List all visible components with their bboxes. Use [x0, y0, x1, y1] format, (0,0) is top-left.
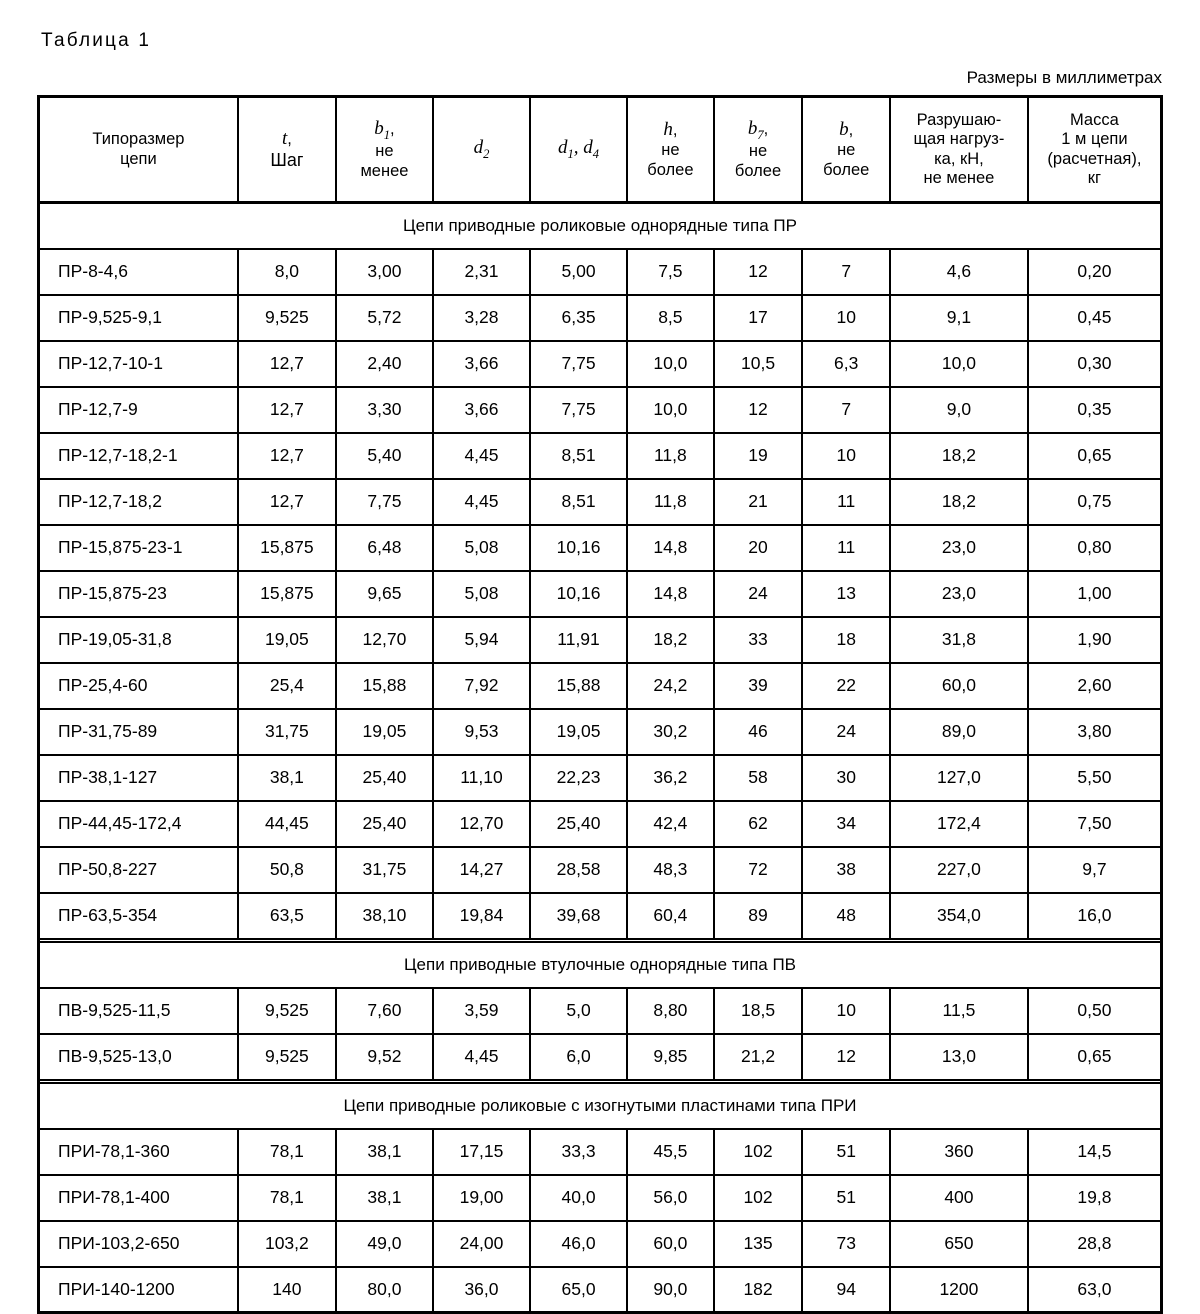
cell-b1: 3,30 [336, 387, 433, 433]
cell-load: 1200 [890, 1267, 1028, 1313]
cell-name: ПР-9,525-9,1 [39, 295, 238, 341]
cell-d1d4: 22,23 [530, 755, 627, 801]
cell-t: 38,1 [238, 755, 336, 801]
cell-b: 7 [802, 249, 890, 295]
table-row [39, 617, 1162, 663]
cell-b1: 80,0 [336, 1267, 433, 1313]
cell-d2: 3,59 [433, 988, 530, 1034]
cell-b: 94 [802, 1267, 890, 1313]
cell-b7: 20 [714, 525, 803, 571]
cell-d1d4: 5,0 [530, 988, 627, 1034]
cell-b: 11 [802, 525, 890, 571]
cell-d1d4: 28,58 [530, 847, 627, 893]
cell-b1: 9,52 [336, 1034, 433, 1080]
cell-load: 89,0 [890, 709, 1028, 755]
cell-d2: 5,94 [433, 617, 530, 663]
cell-mass: 14,5 [1028, 1129, 1162, 1175]
cell-b: 11 [802, 479, 890, 525]
cell-t: 19,05 [238, 617, 336, 663]
table-row [39, 755, 1162, 801]
cell-name: ПР-12,7-9 [39, 387, 238, 433]
cell-name: ПР-19,05-31,8 [39, 617, 238, 663]
cell-d1d4: 7,75 [530, 341, 627, 387]
cell-mass: 9,7 [1028, 847, 1162, 893]
cell-b7: 39 [714, 663, 803, 709]
cell-d1d4: 40,0 [530, 1175, 627, 1221]
table-row [39, 387, 1162, 433]
table-label: Таблица 1 [41, 30, 152, 51]
cell-t: 50,8 [238, 847, 336, 893]
cell-h: 9,85 [627, 1034, 714, 1080]
cell-b: 13 [802, 571, 890, 617]
cell-t: 9,525 [238, 988, 336, 1034]
cell-d2: 17,15 [433, 1129, 530, 1175]
cell-t: 31,75 [238, 709, 336, 755]
cell-mass: 0,65 [1028, 433, 1162, 479]
cell-b1: 6,48 [336, 525, 433, 571]
cell-b1: 9,65 [336, 571, 433, 617]
cell-load: 18,2 [890, 433, 1028, 479]
cell-b1: 49,0 [336, 1221, 433, 1267]
cell-b7: 21,2 [714, 1034, 803, 1080]
table-row [39, 1221, 1162, 1267]
cell-b7: 58 [714, 755, 803, 801]
cell-name: ПВ-9,525-13,0 [39, 1034, 238, 1080]
cell-load: 31,8 [890, 617, 1028, 663]
cell-d1d4: 10,16 [530, 525, 627, 571]
cell-mass: 0,80 [1028, 525, 1162, 571]
table-row [39, 479, 1162, 525]
cell-d2: 19,84 [433, 893, 530, 939]
cell-h: 42,4 [627, 801, 714, 847]
cell-d2: 3,66 [433, 341, 530, 387]
cell-h: 10,0 [627, 341, 714, 387]
cell-b1: 3,00 [336, 249, 433, 295]
cell-b7: 21 [714, 479, 803, 525]
cell-t: 78,1 [238, 1129, 336, 1175]
cell-name: ПРИ-78,1-360 [39, 1129, 238, 1175]
cell-b7: 17 [714, 295, 803, 341]
table-row [39, 571, 1162, 617]
cell-d1d4: 46,0 [530, 1221, 627, 1267]
cell-load: 11,5 [890, 988, 1028, 1034]
cell-d1d4: 39,68 [530, 893, 627, 939]
column-header-d1d4: $d_1$, $d_4$ [530, 97, 627, 203]
column-header-load: Разрушаю- щая нагруз- ка, кН, не менее [890, 97, 1028, 203]
cell-mass: 28,8 [1028, 1221, 1162, 1267]
cell-d2: 19,00 [433, 1175, 530, 1221]
section-title: Цепи приводные роликовые с изогнутыми пластинами типа ПРИ [39, 1083, 1162, 1129]
cell-t: 103,2 [238, 1221, 336, 1267]
units-note: Размеры в миллиметрах [966, 68, 1162, 87]
cell-b: 10 [802, 433, 890, 479]
cell-b1: 38,1 [336, 1175, 433, 1221]
cell-mass: 0,75 [1028, 479, 1162, 525]
column-header-name: Типоразмер цепи [39, 97, 238, 203]
cell-d2: 36,0 [433, 1267, 530, 1313]
cell-name: ПВ-9,525-11,5 [39, 988, 238, 1034]
cell-b7: 12 [714, 249, 803, 295]
cell-name: ПР-12,7-18,2-1 [39, 433, 238, 479]
cell-t: 25,4 [238, 663, 336, 709]
cell-h: 90,0 [627, 1267, 714, 1313]
cell-d2: 5,08 [433, 571, 530, 617]
cell-h: 7,5 [627, 249, 714, 295]
cell-mass: 0,20 [1028, 249, 1162, 295]
cell-b: 24 [802, 709, 890, 755]
cell-b1: 7,75 [336, 479, 433, 525]
cell-h: 36,2 [627, 755, 714, 801]
cell-b1: 15,88 [336, 663, 433, 709]
cell-name: ПР-31,75-89 [39, 709, 238, 755]
cell-mass: 2,60 [1028, 663, 1162, 709]
column-header-h: h, не более [627, 97, 714, 203]
cell-name: ПР-50,8-227 [39, 847, 238, 893]
cell-load: 354,0 [890, 893, 1028, 939]
table-row [39, 893, 1162, 939]
cell-mass: 16,0 [1028, 893, 1162, 939]
table-row [39, 433, 1162, 479]
cell-name: ПР-44,45-172,4 [39, 801, 238, 847]
cell-name: ПР-15,875-23-1 [39, 525, 238, 571]
cell-d2: 11,10 [433, 755, 530, 801]
cell-d1d4: 8,51 [530, 479, 627, 525]
cell-d1d4: 10,16 [530, 571, 627, 617]
cell-d1d4: 15,88 [530, 663, 627, 709]
cell-b7: 33 [714, 617, 803, 663]
cell-b7: 12 [714, 387, 803, 433]
cell-d1d4: 5,00 [530, 249, 627, 295]
cell-h: 30,2 [627, 709, 714, 755]
cell-h: 14,8 [627, 571, 714, 617]
cell-b: 6,3 [802, 341, 890, 387]
cell-b: 10 [802, 295, 890, 341]
cell-d2: 3,28 [433, 295, 530, 341]
cell-name: ПР-8-4,6 [39, 249, 238, 295]
table-row [39, 249, 1162, 295]
cell-name: ПР-12,7-18,2 [39, 479, 238, 525]
cell-mass: 0,35 [1028, 387, 1162, 433]
cell-b7: 18,5 [714, 988, 803, 1034]
table-row [39, 525, 1162, 571]
column-header-b: b, не более [802, 97, 890, 203]
cell-d2: 24,00 [433, 1221, 530, 1267]
cell-b: 12 [802, 1034, 890, 1080]
cell-name: ПР-15,875-23 [39, 571, 238, 617]
cell-t: 12,7 [238, 341, 336, 387]
cell-load: 650 [890, 1221, 1028, 1267]
cell-mass: 1,00 [1028, 571, 1162, 617]
cell-d1d4: 6,35 [530, 295, 627, 341]
cell-b: 73 [802, 1221, 890, 1267]
cell-mass: 0,50 [1028, 988, 1162, 1034]
cell-load: 13,0 [890, 1034, 1028, 1080]
cell-b7: 102 [714, 1175, 803, 1221]
cell-t: 12,7 [238, 433, 336, 479]
column-header-mass: Масса 1 м цепи (расчетная), кг [1028, 97, 1162, 203]
cell-d2: 4,45 [433, 433, 530, 479]
cell-d2: 2,31 [433, 249, 530, 295]
table-row [39, 1129, 1162, 1175]
cell-name: ПР-38,1-127 [39, 755, 238, 801]
cell-b7: 89 [714, 893, 803, 939]
cell-h: 10,0 [627, 387, 714, 433]
cell-b7: 72 [714, 847, 803, 893]
cell-t: 15,875 [238, 571, 336, 617]
cell-load: 400 [890, 1175, 1028, 1221]
cell-b: 18 [802, 617, 890, 663]
cell-load: 227,0 [890, 847, 1028, 893]
cell-load: 4,6 [890, 249, 1028, 295]
cell-h: 56,0 [627, 1175, 714, 1221]
cell-mass: 0,45 [1028, 295, 1162, 341]
cell-load: 60,0 [890, 663, 1028, 709]
cell-t: 8,0 [238, 249, 336, 295]
cell-name: ПРИ-78,1-400 [39, 1175, 238, 1221]
cell-b7: 135 [714, 1221, 803, 1267]
table-row [39, 801, 1162, 847]
section-title: Цепи приводные роликовые однорядные типа ПР [39, 203, 1162, 249]
table-row [39, 988, 1162, 1034]
section-header-row [39, 942, 1162, 988]
column-header-d2: $d_2$ [433, 97, 530, 203]
cell-d2: 4,45 [433, 479, 530, 525]
cell-b1: 2,40 [336, 341, 433, 387]
cell-h: 24,2 [627, 663, 714, 709]
cell-load: 360 [890, 1129, 1028, 1175]
cell-b1: 25,40 [336, 755, 433, 801]
cell-name: ПР-12,7-10-1 [39, 341, 238, 387]
cell-h: 45,5 [627, 1129, 714, 1175]
cell-d1d4: 33,3 [530, 1129, 627, 1175]
cell-b1: 31,75 [336, 847, 433, 893]
cell-b: 30 [802, 755, 890, 801]
column-header-t: t, Шаг [238, 97, 336, 203]
table-row [39, 341, 1162, 387]
cell-t: 9,525 [238, 1034, 336, 1080]
cell-d2: 7,92 [433, 663, 530, 709]
cell-b1: 25,40 [336, 801, 433, 847]
cell-name: ПР-63,5-354 [39, 893, 238, 939]
cell-t: 44,45 [238, 801, 336, 847]
chain-specifications-table [37, 95, 1163, 1314]
cell-d2: 4,45 [433, 1034, 530, 1080]
cell-h: 48,3 [627, 847, 714, 893]
cell-mass: 7,50 [1028, 801, 1162, 847]
cell-mass: 0,65 [1028, 1034, 1162, 1080]
table-row [39, 1267, 1162, 1313]
cell-load: 10,0 [890, 341, 1028, 387]
section-header-row [39, 1083, 1162, 1129]
cell-b1: 12,70 [336, 617, 433, 663]
cell-b7: 62 [714, 801, 803, 847]
cell-b7: 102 [714, 1129, 803, 1175]
cell-mass: 19,8 [1028, 1175, 1162, 1221]
cell-b7: 19 [714, 433, 803, 479]
table-row [39, 709, 1162, 755]
cell-b: 22 [802, 663, 890, 709]
cell-name: ПР-25,4-60 [39, 663, 238, 709]
cell-t: 63,5 [238, 893, 336, 939]
cell-mass: 5,50 [1028, 755, 1162, 801]
cell-load: 23,0 [890, 525, 1028, 571]
cell-load: 23,0 [890, 571, 1028, 617]
cell-load: 9,1 [890, 295, 1028, 341]
cell-name: ПРИ-103,2-650 [39, 1221, 238, 1267]
cell-b1: 38,10 [336, 893, 433, 939]
cell-d2: 12,70 [433, 801, 530, 847]
table-row [39, 1034, 1162, 1080]
cell-b7: 24 [714, 571, 803, 617]
cell-d1d4: 8,51 [530, 433, 627, 479]
cell-b: 10 [802, 988, 890, 1034]
cell-b: 7 [802, 387, 890, 433]
cell-d2: 3,66 [433, 387, 530, 433]
cell-d1d4: 11,91 [530, 617, 627, 663]
cell-b: 51 [802, 1175, 890, 1221]
cell-mass: 63,0 [1028, 1267, 1162, 1313]
cell-b7: 10,5 [714, 341, 803, 387]
cell-d1d4: 65,0 [530, 1267, 627, 1313]
cell-b: 38 [802, 847, 890, 893]
cell-b: 48 [802, 893, 890, 939]
cell-load: 127,0 [890, 755, 1028, 801]
cell-load: 9,0 [890, 387, 1028, 433]
cell-h: 60,0 [627, 1221, 714, 1267]
table-row [39, 663, 1162, 709]
cell-load: 172,4 [890, 801, 1028, 847]
cell-t: 9,525 [238, 295, 336, 341]
cell-mass: 1,90 [1028, 617, 1162, 663]
section-header-row [39, 203, 1162, 249]
cell-h: 60,4 [627, 893, 714, 939]
cell-b1: 7,60 [336, 988, 433, 1034]
table-row [39, 295, 1162, 341]
cell-t: 12,7 [238, 479, 336, 525]
cell-h: 11,8 [627, 479, 714, 525]
column-header-b7: $b_7$, не более [714, 97, 803, 203]
cell-b1: 5,72 [336, 295, 433, 341]
cell-h: 8,80 [627, 988, 714, 1034]
cell-b: 51 [802, 1129, 890, 1175]
cell-d1d4: 6,0 [530, 1034, 627, 1080]
cell-h: 8,5 [627, 295, 714, 341]
cell-load: 18,2 [890, 479, 1028, 525]
cell-d1d4: 19,05 [530, 709, 627, 755]
cell-b1: 38,1 [336, 1129, 433, 1175]
table-row [39, 1175, 1162, 1221]
cell-mass: 0,30 [1028, 341, 1162, 387]
cell-d1d4: 7,75 [530, 387, 627, 433]
cell-b: 34 [802, 801, 890, 847]
cell-d2: 9,53 [433, 709, 530, 755]
cell-h: 11,8 [627, 433, 714, 479]
cell-h: 18,2 [627, 617, 714, 663]
cell-t: 15,875 [238, 525, 336, 571]
cell-d2: 14,27 [433, 847, 530, 893]
cell-name: ПРИ-140-1200 [39, 1267, 238, 1313]
cell-mass: 3,80 [1028, 709, 1162, 755]
cell-t: 12,7 [238, 387, 336, 433]
table-row [39, 847, 1162, 893]
column-header-b1: $b_1$, не менее [336, 97, 433, 203]
cell-b7: 46 [714, 709, 803, 755]
cell-d1d4: 25,40 [530, 801, 627, 847]
cell-t: 78,1 [238, 1175, 336, 1221]
cell-t: 140 [238, 1267, 336, 1313]
cell-b1: 5,40 [336, 433, 433, 479]
cell-d2: 5,08 [433, 525, 530, 571]
table-header-row [39, 97, 1162, 203]
cell-b1: 19,05 [336, 709, 433, 755]
cell-h: 14,8 [627, 525, 714, 571]
cell-b7: 182 [714, 1267, 803, 1313]
section-title: Цепи приводные втулочные однорядные типа ПВ [39, 942, 1162, 988]
